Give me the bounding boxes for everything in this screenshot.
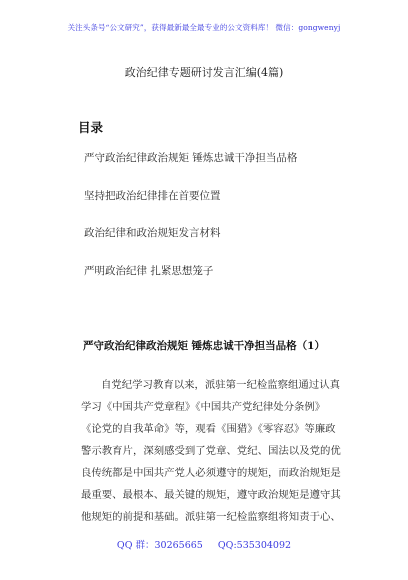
body-line: 自党纪学习教育以来，派驻第一纪检监察组通过认真 (101, 379, 340, 391)
toc-item[interactable]: 政治纪律和政治规矩发言材料 (84, 227, 221, 239)
toc-item[interactable]: 严明政治纪律 扎紧思想笼子 (84, 264, 214, 277)
body-line: 《论党的自我革命》等，观看《围猎》《零容忍》等廉政 (81, 423, 336, 435)
body-line: 学习《中国共产党章程》《中国共产党纪律处分条例》 (81, 401, 326, 413)
body-line: 最重要、最根本、最关键的规矩，遵守政治规矩是遵守其 (81, 489, 341, 501)
body-line: 警示教育片，深刻感受到了党章、党纪、国法以及党的优 (81, 445, 341, 457)
body-line: 良传统都是中国共产党人必须遵守的规矩，而政治规矩是 (81, 467, 341, 479)
footer-qq-number: QQ:535304092 (217, 540, 292, 551)
toc-list (84, 151, 297, 301)
toc-item[interactable]: 严守政治纪律政治规矩 锤炼忠诚干净担当品格 (84, 152, 298, 164)
toc-heading: 目录 (78, 120, 104, 135)
body-line: 他规矩的前提和基础。派驻第一纪检监察组将知责于心、 (81, 511, 341, 523)
footer-contact (0, 537, 408, 551)
header-banner: 关注头条号“公文研究”，获得最新最全最专业的公文资料库！ 微信：gongwenyj (67, 23, 341, 32)
section-heading: 严守政治纪律政治规矩 锤炼忠诚干净担当品格（1） (83, 340, 325, 352)
document-title: 政治纪律专题研讨发言汇编(4篇) (124, 66, 284, 79)
body-paragraph (81, 374, 347, 528)
footer-qq-group: QQ 群：30265665 (116, 540, 203, 551)
toc-item[interactable]: 坚持把政治纪律排在首要位置 (84, 189, 221, 202)
